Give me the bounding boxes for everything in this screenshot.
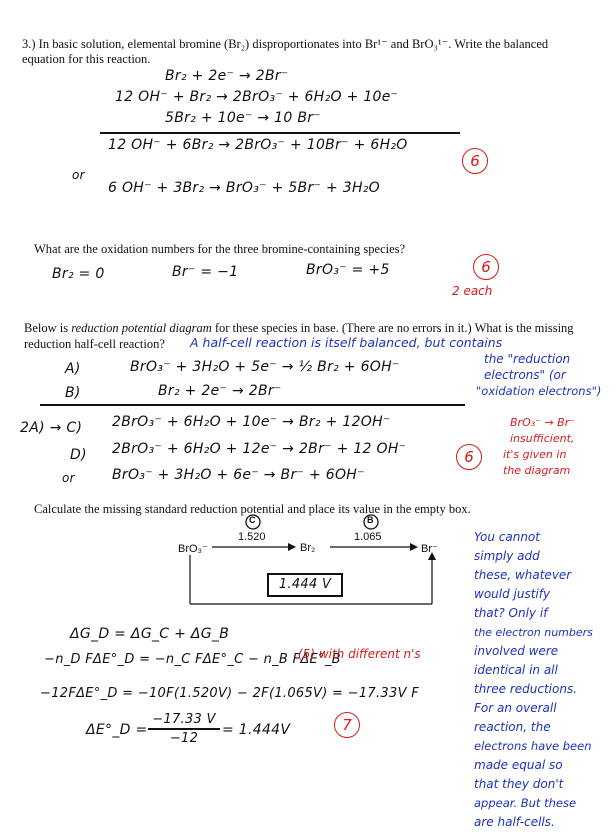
score-circle: 6 — [462, 148, 488, 174]
answer-box — [267, 573, 343, 597]
sum-rule — [100, 132, 460, 134]
side-note-line: that? Only if — [474, 606, 548, 620]
or-label: or — [62, 471, 75, 485]
reaction-d-label: D) — [70, 447, 87, 463]
side-note-line: would justify — [474, 587, 551, 601]
ox-br-minus: Br⁻ = −1 — [172, 264, 239, 280]
alt-reaction: 6 OH⁻ + 3Br₂ → BrO₃⁻ + 5Br⁻ + 3H₂O — [108, 180, 381, 196]
species-bro3: BrO₃⁻ — [178, 543, 208, 555]
calc-line-4-lhs: ΔE°_D = — [86, 722, 148, 738]
half-reaction-2: 12 OH⁻ + Br₂ → 2BrO₃⁻ + 6H₂O + 10e⁻ — [115, 89, 399, 105]
side-note — [474, 528, 593, 832]
arrow-head — [410, 543, 418, 551]
half-reaction-3: 5Br₂ + 10e⁻ → 10 Br⁻ — [165, 110, 321, 126]
side-note-line: reaction, the — [474, 720, 551, 734]
side-note-line: made equal so — [474, 758, 563, 772]
potential-b-value: 1.065 — [354, 531, 382, 543]
calc-line-3: −12FΔE°_D = −10F(1.520V) − 2F(1.065V) = −17.33V F — [40, 686, 419, 701]
side-note-line: simply add — [474, 549, 540, 563]
label-b: B — [367, 515, 374, 525]
calc-line-4-rhs: = 1.444V — [222, 722, 291, 738]
side-note-line: appear. But these — [474, 796, 577, 810]
ox-br2: Br₂ = 0 — [52, 266, 105, 282]
sum-rule — [40, 404, 465, 406]
side-note-line: electrons have been — [474, 739, 592, 753]
side-note-line: You cannot — [474, 530, 540, 544]
label-c: C — [249, 515, 256, 525]
fraction-bar — [148, 728, 220, 730]
problem-line-1: 3.) In basic solution, elemental bromine (Br₂) disproportionates into Br¹⁻ and BrO₃¹⁻. Write the balanced — [22, 37, 549, 51]
score-circle: 7 — [334, 712, 360, 738]
red-note: insufficient, — [510, 432, 575, 445]
reduction-question-line-2: reduction half-cell reaction? — [24, 337, 165, 351]
potential-question: Calculate the missing standard reduction potential and place its value in the empty box. — [34, 502, 471, 516]
blue-comment: A half-cell reaction is itself balanced, but contains — [190, 335, 503, 350]
calc-fraction — [146, 712, 222, 746]
calc-red-note: (5) with different n's — [298, 647, 421, 661]
reaction-c: 2BrO₃⁻ + 6H₂O + 10e⁻ → Br₂ + 12OH⁻ — [112, 414, 391, 430]
species-br2: Br₂ — [300, 542, 316, 554]
calc-line-1: ΔG_D = ΔG_C + ΔG_B — [70, 626, 230, 642]
blue-comment: the "reduction — [484, 352, 571, 366]
reaction-a-label: A) — [65, 361, 81, 377]
species-br-minus: Br⁻ — [421, 543, 438, 555]
side-note-line: three reductions. — [474, 682, 578, 696]
reaction-e: BrO₃⁻ + 3H₂O + 6e⁻ → Br⁻ + 6OH⁻ — [112, 467, 365, 483]
sum-reaction: 12 OH⁻ + 6Br₂ → 2BrO₃⁻ + 10Br⁻ + 6H₂O — [108, 137, 408, 153]
red-note: BrO₃⁻ → Br⁻ — [510, 416, 576, 429]
oxidation-question: What are the oxidation numbers for the three bromine-containing species? — [34, 242, 406, 256]
red-note: it's given in — [503, 448, 567, 461]
ox-score-note: 2 each — [452, 284, 493, 298]
reaction-b: Br₂ + 2e⁻ → 2Br⁻ — [158, 383, 282, 399]
side-note-line: these, whatever — [474, 568, 572, 582]
arrow-head — [288, 543, 296, 551]
side-note-line: the electron numbers — [474, 626, 593, 639]
blue-comment: "oxidation electrons") — [476, 384, 602, 398]
side-note-line: are half-cells. — [474, 815, 555, 829]
fraction-numerator: −17.33 V — [152, 712, 216, 727]
calc-line-2: −n_D FΔE°_D = −n_C FΔE°_C − n_B FΔE°_B — [44, 652, 341, 667]
reduction-question-line-1: Below is reduction potential diagram for these species in base. (There are no errors in it.) What is the missing — [24, 321, 574, 335]
reaction-a: BrO₃⁻ + 3H₂O + 5e⁻ → ½ Br₂ + 6OH⁻ — [130, 359, 400, 375]
side-note-line: identical in all — [474, 663, 558, 677]
or-label: or — [72, 168, 85, 182]
answer-box-value: 1.444 V — [278, 577, 332, 592]
fraction-denominator: −12 — [169, 731, 199, 746]
reaction-c-label: 2A) → C) — [20, 420, 83, 436]
red-note: the diagram — [503, 464, 571, 477]
score-circle: 6 — [456, 444, 482, 470]
side-note-line: that they don't — [474, 777, 564, 791]
reaction-d: 2BrO₃⁻ + 6H₂O + 12e⁻ → 2Br⁻ + 12 OH⁻ — [112, 441, 407, 457]
side-note-line: For an overall — [474, 701, 557, 715]
half-reaction-1: Br₂ + 2e⁻ → 2Br⁻ — [165, 68, 289, 84]
problem-line-2: equation for this reaction. — [22, 52, 151, 66]
ox-bro3: BrO₃⁻ = +5 — [306, 262, 390, 278]
blue-comment: electrons" (or — [484, 368, 566, 382]
potential-c-value: 1.520 — [238, 531, 266, 543]
score-circle: 6 — [473, 254, 499, 280]
side-note-line: involved were — [474, 644, 559, 658]
reaction-b-label: B) — [65, 385, 81, 401]
